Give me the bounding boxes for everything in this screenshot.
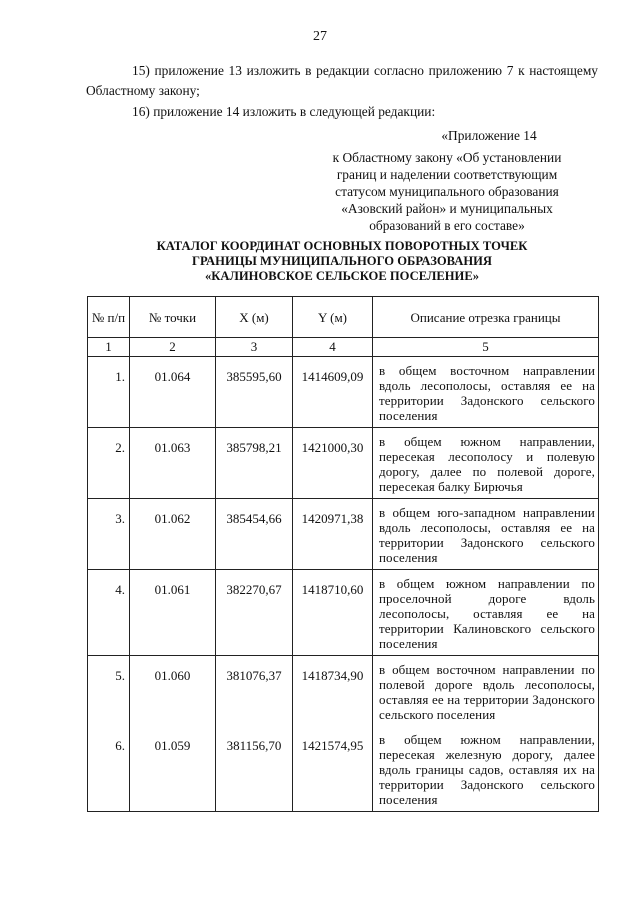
row-index: 6.	[88, 726, 130, 812]
column-number: 5	[373, 338, 599, 357]
table-row	[88, 570, 599, 656]
column-number: 2	[130, 338, 216, 357]
catalog-title-line: «КАЛИНОВСКОЕ СЕЛЬСКОЕ ПОСЕЛЕНИЕ»	[204, 269, 480, 283]
row-x: 385798,21	[216, 428, 293, 499]
header-description: Описание отрезка границы	[373, 297, 599, 338]
appendix-subtitle	[296, 149, 598, 234]
row-point: 01.059	[130, 726, 216, 812]
row-description: в общем южном направлении, пересекая лесополосу и полевую дорогу, далее по полевой дороге, пересекая балку Бирючья	[373, 428, 599, 499]
row-point: 01.062	[130, 499, 216, 570]
paragraph-15	[86, 61, 598, 101]
paragraph-16-text: 16) приложение 14 изложить в следующей редакции:	[132, 104, 436, 119]
row-point: 01.063	[130, 428, 216, 499]
table-row	[88, 656, 599, 727]
row-y: 1421574,95	[293, 726, 373, 812]
header-index: № п/п	[88, 297, 130, 338]
row-description: в общем восточном направлении по полевой дороге вдоль лесополосы, оставляя ее на территории Задонского сельского поселения	[373, 656, 599, 727]
table-row	[88, 726, 599, 812]
row-index: 3.	[88, 499, 130, 570]
table-header-row	[88, 297, 599, 338]
appendix-line: к Областному закону «Об установлении	[332, 150, 562, 165]
column-number: 3	[216, 338, 293, 357]
row-x: 385595,60	[216, 357, 293, 428]
row-y: 1418734,90	[293, 656, 373, 727]
coordinates-table	[87, 296, 599, 812]
row-x: 385454,66	[216, 499, 293, 570]
row-description: в общем южном направлении по проселочной дороге вдоль лесополосы, оставляя ее на территории Калиновского сельского поселения	[373, 570, 599, 656]
row-description: в общем восточном направлении вдоль лесополосы, оставляя ее на территории Задонского сельского поселения	[373, 357, 599, 428]
row-description: в общем юго-западном направлении вдоль лесополосы, оставляя ее на территории Задонского сельского поселения	[373, 499, 599, 570]
appendix-line: образований в его составе»	[369, 218, 525, 233]
row-point: 01.060	[130, 656, 216, 727]
column-number-row	[88, 338, 599, 357]
appendix-line: границ и наделении соответствующим	[336, 167, 558, 182]
row-description: в общем южном направлении, пересекая железную дорогу, далее вдоль границы садов, оставляя их на территории Задонского сельского поселения	[373, 726, 599, 812]
row-index: 4.	[88, 570, 130, 656]
row-index: 5.	[88, 656, 130, 727]
row-point: 01.061	[130, 570, 216, 656]
row-y: 1414609,09	[293, 357, 373, 428]
catalog-title	[86, 239, 598, 284]
row-y: 1420971,38	[293, 499, 373, 570]
row-x: 381076,37	[216, 656, 293, 727]
column-number: 4	[293, 338, 373, 357]
column-number: 1	[88, 338, 130, 357]
paragraph-15-text: 15) приложение 13 изложить в редакции согласно приложению 7 к настоящему Областному закону;	[86, 63, 598, 98]
row-x: 381156,70	[216, 726, 293, 812]
catalog-title-line: КАТАЛОГ КООРДИНАТ ОСНОВНЫХ ПОВОРОТНЫХ ТОЧЕК	[156, 239, 528, 253]
row-y: 1418710,60	[293, 570, 373, 656]
page-number: 27	[313, 29, 327, 44]
appendix-title: «Приложение 14	[441, 128, 537, 143]
paragraph-16	[86, 102, 598, 122]
header-point: № точки	[130, 297, 216, 338]
row-index: 1.	[88, 357, 130, 428]
table-row	[88, 499, 599, 570]
appendix-line: «Азовский район» и муниципальных	[341, 201, 553, 216]
appendix-line: статусом муниципального образования	[335, 184, 559, 199]
table-row	[88, 357, 599, 428]
row-y: 1421000,30	[293, 428, 373, 499]
table-row	[88, 428, 599, 499]
row-index: 2.	[88, 428, 130, 499]
catalog-title-line: ГРАНИЦЫ МУНИЦИПАЛЬНОГО ОБРАЗОВАНИЯ	[191, 254, 493, 268]
header-y: Y (м)	[293, 297, 373, 338]
row-point: 01.064	[130, 357, 216, 428]
row-x: 382270,67	[216, 570, 293, 656]
header-x: X (м)	[216, 297, 293, 338]
